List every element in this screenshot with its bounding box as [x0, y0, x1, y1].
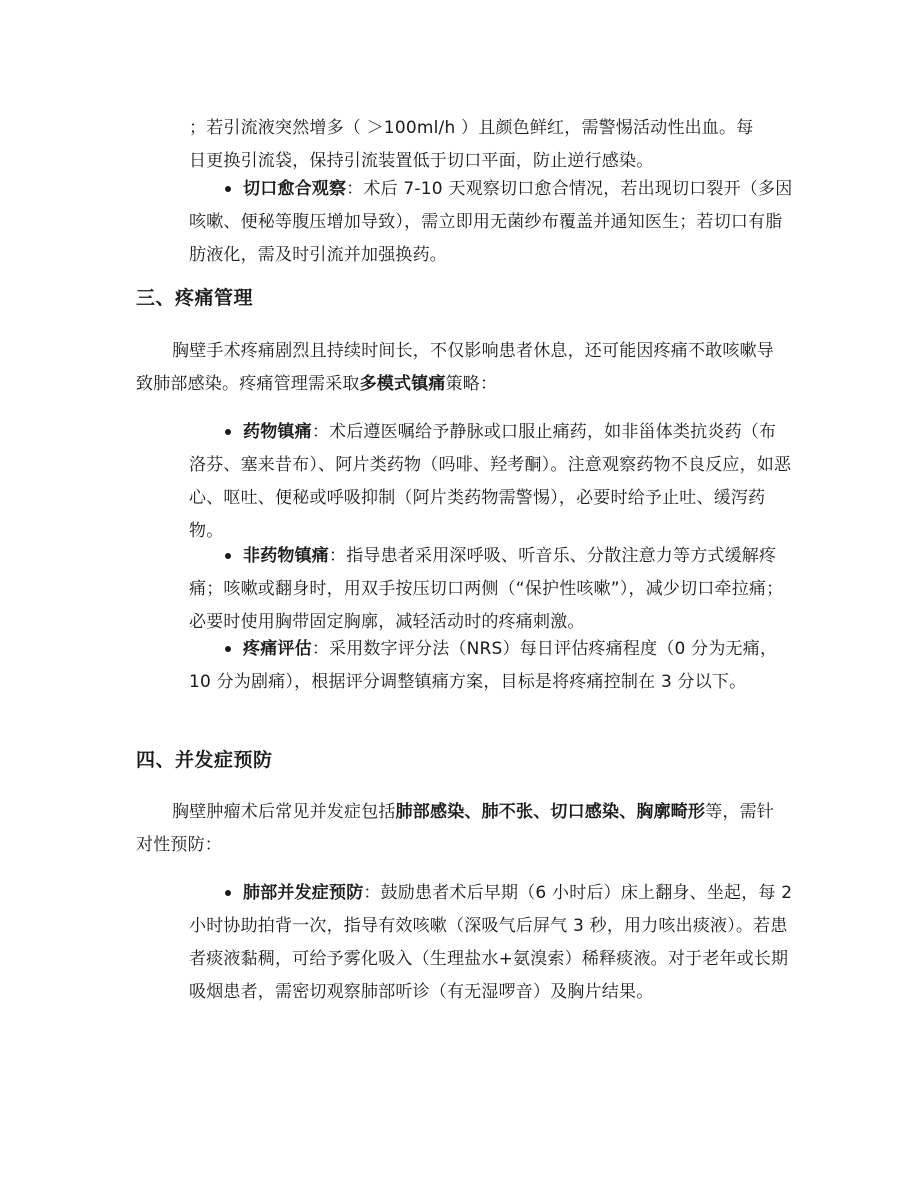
item-label: 切口愈合观察 — [243, 179, 347, 199]
bullet-icon — [225, 186, 231, 192]
list-item-pain-assessment — [189, 633, 793, 699]
item-label: 非药物镇痛 — [243, 546, 329, 566]
list-item-pulmonary-prevention — [189, 877, 793, 1009]
item-label: 药物镇痛 — [243, 422, 312, 442]
item-label: 肺部并发症预防 — [243, 883, 364, 903]
item-text: ：鼓励患者术后早期（6 小时后）床上翻身、坐起，每 2 小时协助拍背一次，指导有效咳嗽（深吸气后屏气 3 秒，用力咳出痰液）。若患者痰液黏稠，可给予雾化吸入（生理盐水+氨溴索）稀释痰液。对于老年或长期吸烟患者，需密切观察肺部听诊（有无湿啰音）及胸片结果。 — [189, 883, 793, 1002]
pain-intro: 胸壁手术疼痛剧烈且持续时间长，不仅影响患者休息，还可能因疼痛不敢咳嗽导致肺部感染。疼痛管理需采取多模式镇痛策略： — [136, 341, 774, 394]
intro-bold: 肺部感染、肺不张、切口感染、胸廓畸形 — [395, 802, 706, 822]
bullet-icon — [225, 646, 231, 652]
bullet-icon — [225, 553, 231, 559]
drainage-continuation — [189, 112, 799, 178]
item-text: ：术后遵医嘱给予静脉或口服止痛药，如非甾体类抗炎药（布洛芬、塞来昔布）、阿片类药物（吗啡、羟考酮）。注意观察药物不良反应，如恶心、呕吐、便秘或呼吸抑制（阿片类药物需警惕），必要时给予止吐、缓泻药物。 — [189, 422, 792, 541]
section-heading-pain: 三、疼痛管理 — [136, 287, 254, 309]
drainage-line-2: 日更换引流袋，保持引流装置低于切口平面，防止逆行感染。 — [189, 151, 654, 171]
intro-bold: 多模式镇痛 — [359, 374, 446, 394]
item-label: 疼痛评估 — [243, 639, 312, 659]
bullet-icon — [225, 890, 231, 896]
item-text: ：采用数字评分法（NRS）每日评估疼痛程度（0 分为无痛，10 分为剧痛），根据评分调整镇痛方案，目标是将疼痛控制在 3 分以下。 — [189, 639, 778, 692]
drainage-line-1: ；若引流液突然增多（ ＞100ml/h ）且颜色鲜红，需警惕活动性出血。每 — [189, 118, 754, 138]
item-text: ：术后 7-10 天观察切口愈合情况，若出现切口裂开（多因咳嗽、便秘等腹压增加导致），需立即用无菌纱布覆盖并通知医生；若切口有脂肪液化，需及时引流并加强换药。 — [189, 179, 793, 265]
complications-intro: 胸壁肿瘤术后常见并发症包括肺部感染、肺不张、切口感染、胸廓畸形等，需针对性预防： — [136, 802, 775, 855]
list-item-nondrug-analgesia — [189, 540, 793, 639]
item-text: ：指导患者采用深呼吸、听音乐、分散注意力等方式缓解疼痛；咳嗽或翻身时，用双手按压切口两侧（“保护性咳嗽”），减少切口牵拉痛；必要时使用胸带固定胸廓，减轻活动时的疼痛刺激。 — [189, 546, 784, 632]
list-item-drug-analgesia — [189, 416, 793, 548]
section-heading-complications: 四、并发症预防 — [136, 749, 273, 771]
list-item-incision — [189, 173, 793, 272]
bullet-icon — [225, 429, 231, 435]
